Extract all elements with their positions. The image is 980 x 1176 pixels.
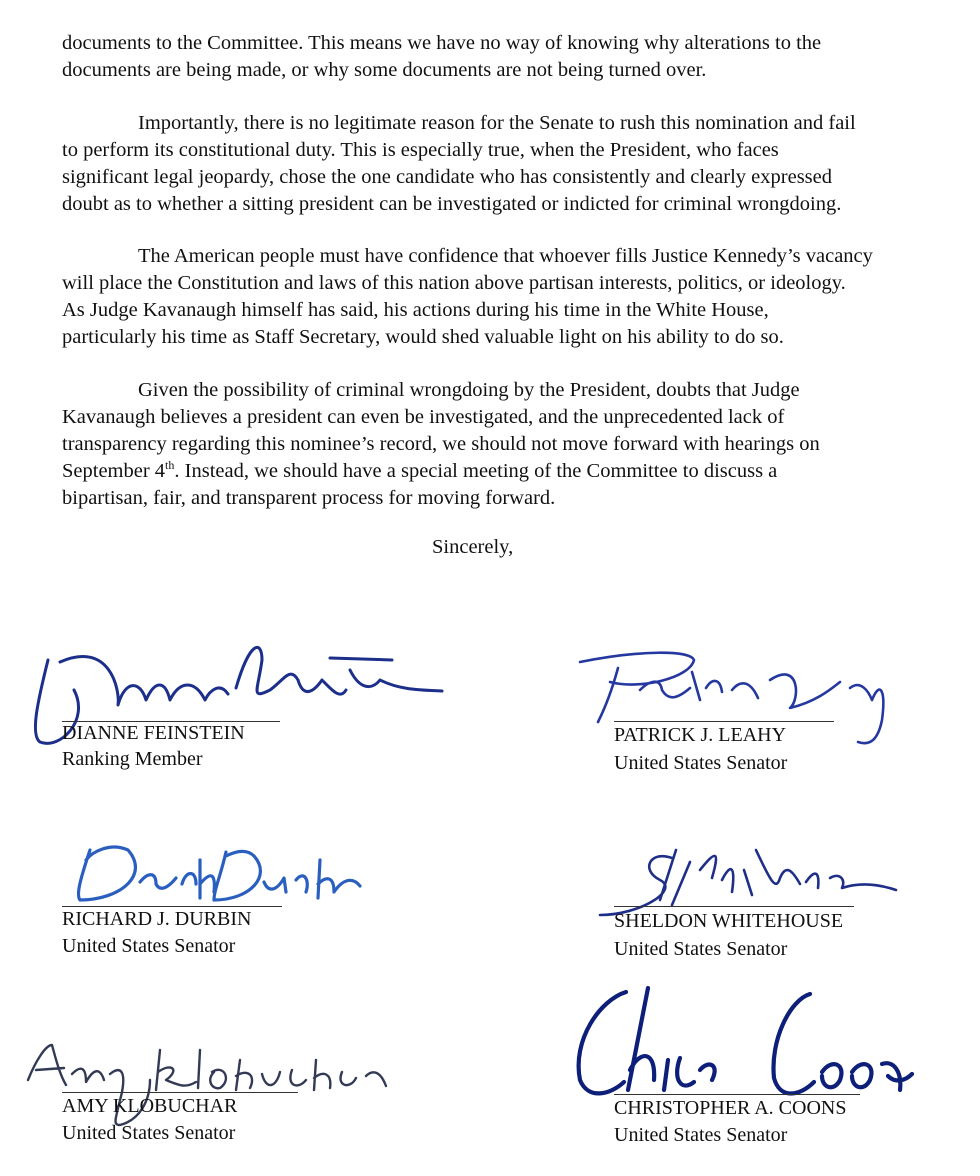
text-line: will place the Constitution and laws of this nation above partisan interests, politics, or ideology. — [62, 272, 846, 294]
text-line: documents are being made, or why some documents are not being turned over. — [62, 59, 707, 81]
signer-title: United States Senator — [614, 752, 788, 774]
text-line: September 4th. Instead, we should have a special meeting of the Committee to discuss a — [62, 458, 778, 482]
text-line: Importantly, there is no legitimate reason for the Senate to rush this nomination and fail — [138, 112, 856, 134]
text-line: doubt as to whether a sitting president can be investigated or indicted for criminal wrongdoing. — [62, 193, 842, 215]
signer-title: United States Senator — [614, 1124, 788, 1146]
text-line: transparency regarding this nominee’s record, we should not move forward with hearings on — [62, 433, 820, 455]
ordinal-suffix: th — [165, 458, 175, 473]
signer-name: SHELDON WHITEHOUSE — [614, 910, 844, 932]
text-line: The American people must have confidence that whoever fills Justice Kennedy’s vacancy — [138, 245, 873, 267]
text-line: bipartisan, fair, and transparent process for moving forward. — [62, 487, 556, 509]
text-line: significant legal jeopardy, chose the one candidate who has consistently and clearly expressed — [62, 166, 833, 188]
signer-title: Ranking Member — [62, 748, 203, 770]
signer-name: AMY KLOBUCHAR — [62, 1095, 238, 1117]
signer-title: United States Senator — [614, 938, 788, 960]
text-line: Given the possibility of criminal wrongdoing by the President, doubts that Judge — [138, 379, 800, 401]
signer-name: PATRICK J. LEAHY — [614, 724, 787, 746]
text-line: As Judge Kavanaugh himself has said, his actions during his time in the White House, — [62, 299, 769, 321]
signer-name: CHRISTOPHER A. COONS — [614, 1097, 847, 1119]
closing-salutation: Sincerely, — [432, 536, 514, 558]
signer-title: United States Senator — [62, 1122, 236, 1144]
signer-title: United States Senator — [62, 935, 236, 957]
signer-name: RICHARD J. DURBIN — [62, 908, 252, 930]
text-line: to perform its constitutional duty. This is especially true, when the President, who faces — [62, 139, 779, 161]
text-line: Kavanaugh believes a president can even be investigated, and the unprecedented lack of — [62, 406, 785, 428]
signer-name: DIANNE FEINSTEIN — [62, 722, 245, 744]
text-line: particularly his time as Staff Secretary, would shed valuable light on his ability to do so. — [62, 326, 784, 348]
text-line: documents to the Committee. This means we have no way of knowing why alterations to the — [62, 32, 822, 54]
